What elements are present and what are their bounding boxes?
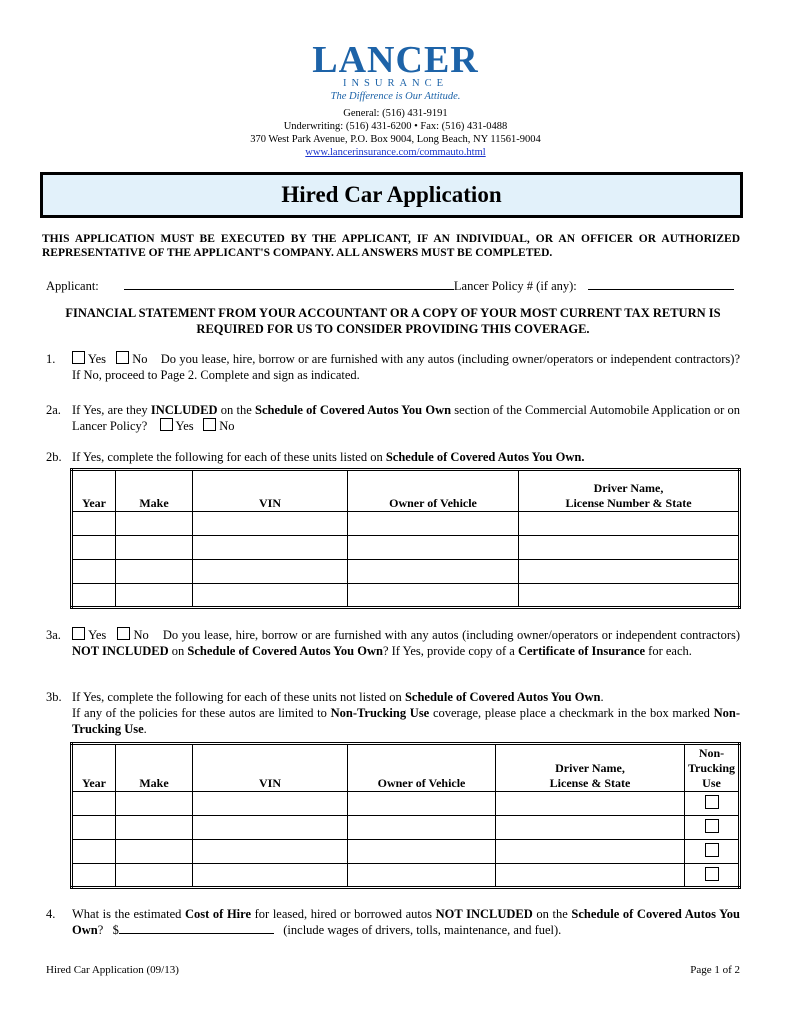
cell[interactable] [193,560,348,584]
question-emphasis: Schedule of Covered Autos You Own [187,644,383,658]
logo-name: LANCER [312,39,479,81]
table-row [72,840,740,864]
question-emphasis: Cost of Hire [185,907,252,921]
q1-no-checkbox[interactable] [116,351,129,364]
header-line: License Number & State [565,496,692,510]
logo-sub: INSURANCE [342,78,449,89]
table-row [72,816,740,840]
column-header [519,470,740,512]
cell[interactable] [116,584,193,608]
currency-symbol: $ [112,923,119,937]
question-text: If Yes, are they [72,403,148,417]
non-trucking-checkbox[interactable] [705,867,719,881]
question-text: What is the estimated [72,907,182,921]
no-label: No [133,628,149,642]
cell[interactable] [116,864,193,888]
header-line: Driver Name, [555,761,625,775]
header-line: License & State [549,776,631,790]
website-link[interactable]: www.lancerinsurance.com/commauto.html [305,147,486,158]
page-title: Hired Car Application [281,182,502,207]
cell[interactable] [116,512,193,536]
form-identifier: Hired Car Application (09/13) [46,964,179,976]
applicant-label: Applicant: [46,279,99,293]
question-text: for leased, hired or borrowed autos [254,907,432,921]
column-header [496,744,685,792]
yes-label: Yes [88,628,107,642]
q1-yes-checkbox[interactable] [72,351,85,364]
non-trucking-checkbox[interactable] [705,843,719,857]
cell[interactable] [72,584,116,608]
column-header: Owner of Vehicle [348,470,519,512]
question-text: on [171,644,185,658]
cell[interactable] [519,512,740,536]
q3a-yes-checkbox[interactable] [72,627,85,640]
question-text: If Yes, complete the following for each of these units not listed on [72,690,402,704]
question-number: 3b. [46,690,62,704]
cell[interactable] [348,864,496,888]
question-emphasis: NOT INCLUDED [435,907,533,921]
cost-of-hire-field[interactable] [119,933,274,934]
non-trucking-cell [685,792,740,816]
cell[interactable] [348,560,519,584]
cell[interactable] [193,792,348,816]
header-line: Driver Name, [593,481,664,495]
question-text: ? If Yes, provide copy of a [382,644,515,658]
cell[interactable] [116,816,193,840]
question-2a [46,402,740,434]
question-text: ? [97,923,104,937]
cell[interactable] [116,840,193,864]
execution-notice: THIS APPLICATION MUST BE EXECUTED BY THE APPLICANT, IF AN INDIVIDUAL, OR AN OFFICER OR AUTHORIZED REPRESENTATIVE OF THE APPLICANT'S COMPANY. ALL ANSWERS MUST BE COMPLETED. [42,233,740,259]
cell[interactable] [348,840,496,864]
column-header: Owner of Vehicle [348,744,496,792]
question-1 [46,351,740,383]
cell[interactable] [193,536,348,560]
yes-label: Yes [175,419,194,433]
underwriting-phone: Underwriting: (516) 431-6200 • Fax: (516) 431-0488 [283,121,508,132]
cell[interactable] [72,840,116,864]
cell[interactable] [193,512,348,536]
non-trucking-cell [685,864,740,888]
question-text: (include wages of drivers, tolls, maintenance, and fuel). [283,923,562,937]
header-line: Non- [698,746,725,760]
policy-label: Lancer Policy # (if any): [453,279,577,293]
question-emphasis: Schedule of Covered Autos You Own [404,690,601,704]
column-header: Make [116,470,193,512]
company-logo [0,39,791,103]
column-header [685,744,740,792]
cell[interactable] [496,792,685,816]
table-row [72,792,740,816]
cell[interactable] [116,536,193,560]
question-3a [46,627,740,659]
question-text: for each. [648,644,692,658]
question-number: 4. [46,907,56,921]
question-emphasis: Schedule of Covered Autos You Own [72,907,740,937]
column-header: Make [116,744,193,792]
q2a-no-checkbox[interactable] [203,418,216,431]
column-header: VIN [193,744,348,792]
table-header-row [72,470,740,512]
header-line: Trucking [687,761,736,775]
general-phone: General: (516) 431-9191 [343,108,448,119]
question-emphasis: NOT INCLUDED [72,644,169,658]
cell[interactable] [348,816,496,840]
cell[interactable] [348,792,496,816]
question-number: 1. [46,352,56,366]
question-text: Do you lease, hire, borrow or are furnished with any autos (including owner/operators or independent contractors) [162,628,741,642]
no-label: No [132,352,148,366]
table-header-row [72,744,740,792]
non-trucking-checkbox[interactable] [705,795,719,809]
q2a-yes-checkbox[interactable] [160,418,173,431]
table-row [72,560,740,584]
question-number: 3a. [46,628,61,642]
cell[interactable] [348,512,519,536]
cell[interactable] [72,792,116,816]
question-text: If Yes, complete the following for each of these units listed on [72,450,383,464]
policy-number-field[interactable] [588,289,734,290]
table-row [72,512,740,536]
question-2b [46,449,740,465]
page-number: Page 1 of 2 [690,964,740,976]
question-emphasis: Schedule of Covered Autos You Own. [385,450,585,464]
table-row [72,536,740,560]
cell[interactable] [193,864,348,888]
column-header: VIN [193,470,348,512]
applicant-field[interactable] [124,289,454,290]
question-number: 2a. [46,403,61,417]
cell[interactable] [496,816,685,840]
question-emphasis: Schedule of Covered Autos You Own [255,403,452,417]
question-text: If any of the policies for these autos are limited to [72,706,327,720]
cell[interactable] [519,536,740,560]
cell[interactable] [519,584,740,608]
non-trucking-cell [685,840,740,864]
header-line: Use [702,776,721,790]
cell[interactable] [193,816,348,840]
non-trucking-cell [685,816,740,840]
cell[interactable] [72,864,116,888]
yes-label: Yes [87,352,107,366]
owned-units-table [70,468,741,609]
cell[interactable] [193,584,348,608]
cell[interactable] [193,840,348,864]
address: 370 West Park Avenue, P.O. Box 9004, Long Beach, NY 11561-9004 [250,134,541,145]
title-box [40,172,743,218]
cell[interactable] [116,560,193,584]
non-trucking-checkbox[interactable] [705,819,719,833]
question-number: 2b. [46,450,62,464]
no-label: No [219,419,235,433]
question-emphasis: INCLUDED [150,403,218,417]
question-text: on the [220,403,252,417]
financial-notice: FINANCIAL STATEMENT FROM YOUR ACCOUNTANT OR A COPY OF YOUR MOST CURRENT TAX RETURN IS REQUIRED FOR US TO CONSIDER PROVIDING THIS COVERAGE. [65,306,721,336]
cell[interactable] [496,864,685,888]
cell[interactable] [116,792,193,816]
question-emphasis: Non-Trucking Use [330,706,430,720]
applicant-row [46,278,740,294]
non-owned-units-table [70,742,741,889]
logo-tagline: The Difference is Our Attitude. [330,91,461,102]
cell[interactable] [348,536,519,560]
question-4 [46,906,740,938]
question-text: section of the Commercial Automobile Application or on Lancer Policy? [72,403,741,433]
cell[interactable] [72,816,116,840]
cell[interactable] [72,560,116,584]
cell[interactable] [72,512,116,536]
question-3b: 3b. If Yes, complete the following for each of these units not listed on Schedule of Covered Autos You Own. If any of the policies for these autos are limited to Non-Trucking Use coverage, please place a checkmark in the box marked Non-Trucking Use. [46,690,741,736]
q3a-no-checkbox[interactable] [117,627,130,640]
cell[interactable] [348,584,519,608]
table-row [72,864,740,888]
cell[interactable] [496,840,685,864]
question-text: Do you lease, hire, borrow or are furnished with any autos (including owner/operators or independent contractors)? If No, proceed to Page 2. Complete and sign as indicated. [72,352,741,382]
question-text: coverage, please place a checkmark in the box marked [432,706,710,720]
question-emphasis: Non-Trucking Use [72,706,741,736]
column-header: Year [72,470,116,512]
question-text: on the [536,907,568,921]
table-row [72,584,740,608]
column-header: Year [72,744,116,792]
contact-info [0,107,791,159]
cell[interactable] [519,560,740,584]
cell[interactable] [72,536,116,560]
question-emphasis: Certificate of Insurance [517,644,646,658]
